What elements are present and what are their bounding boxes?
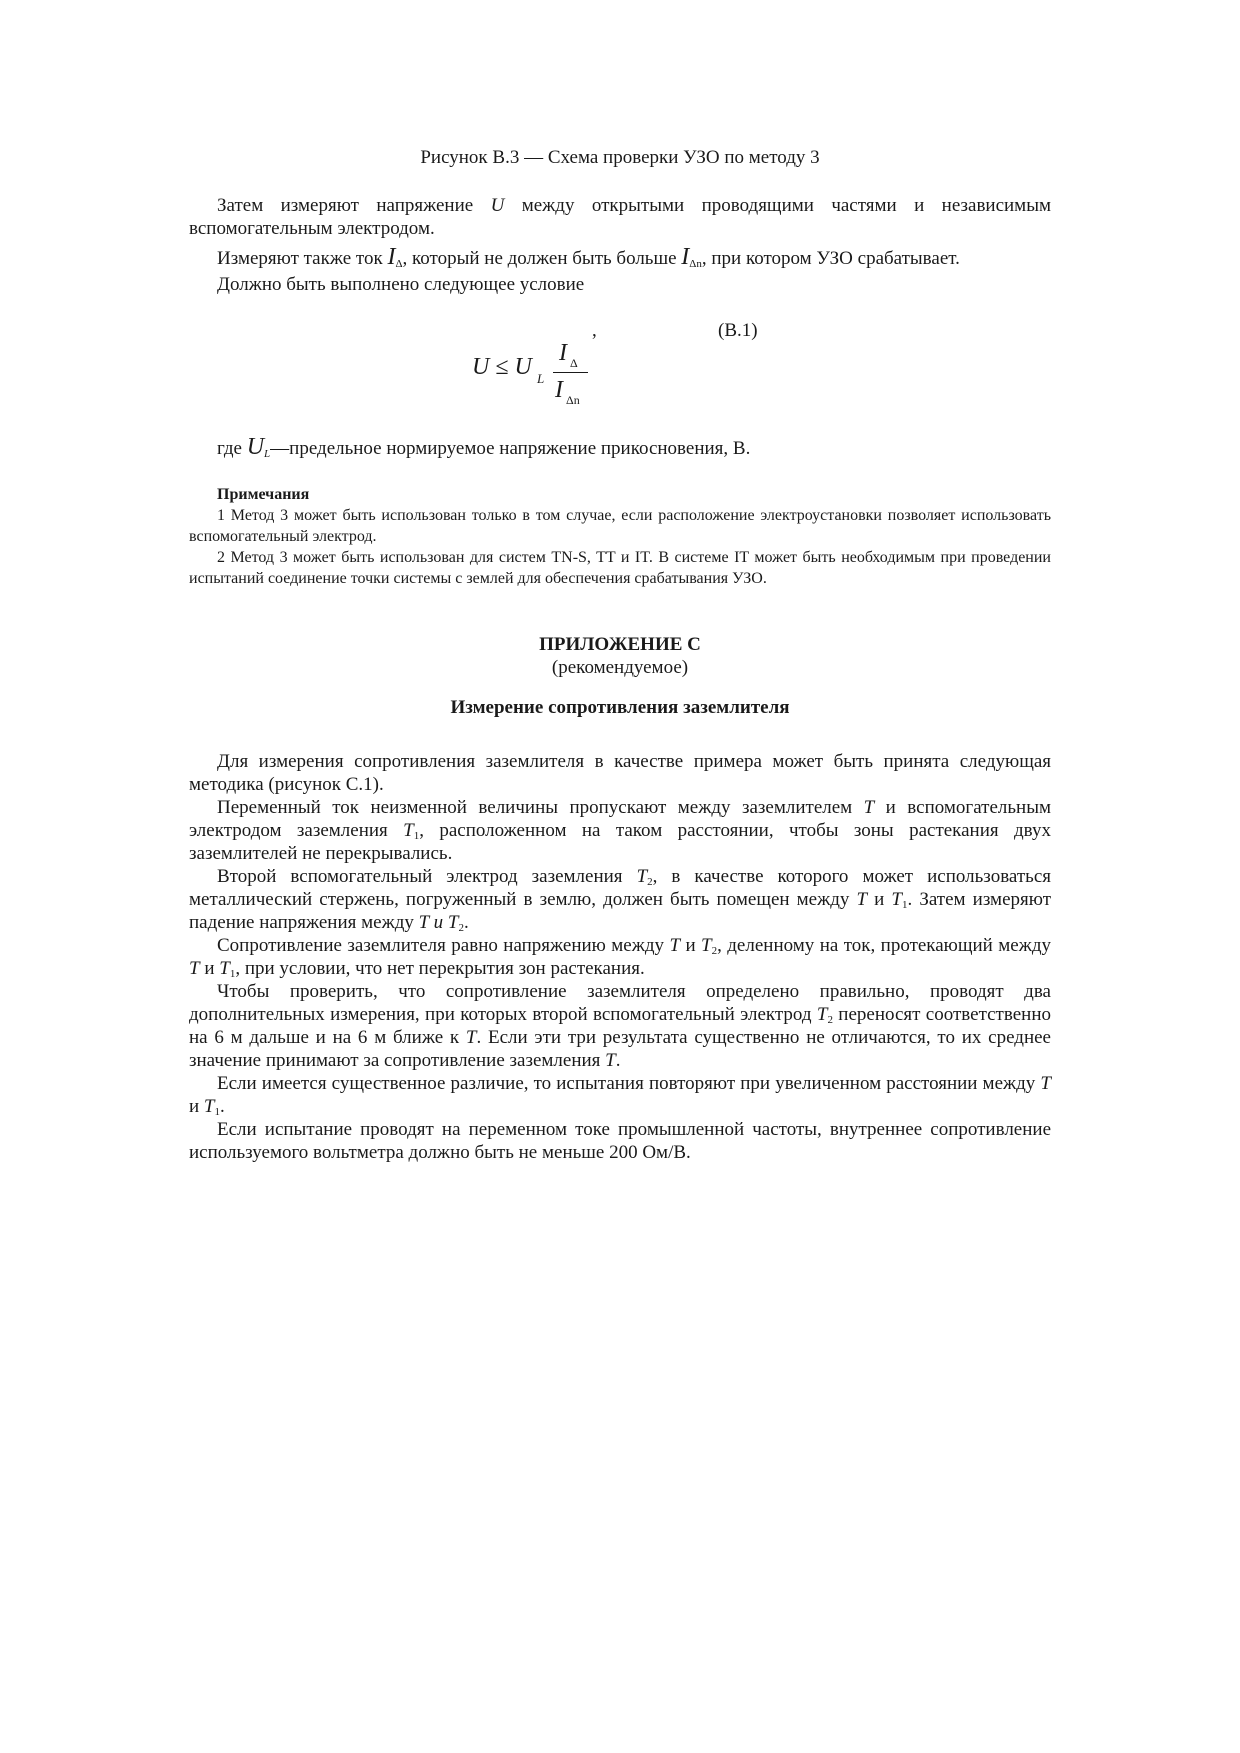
subscript: L [264, 448, 271, 460]
formula-number: (В.1) [718, 320, 758, 341]
paragraph-current [189, 246, 1051, 270]
appendix-para-3: Второй вспомогательный электрод заземления $T_2$, в качестве которого может использоваться металлический стержень, погруженный в землю, должен быть помещен между T и $T_1$. Затем измеряют падение напряжения между T и $T_2$. [189, 866, 1051, 934]
appendix-title: ПРИЛОЖЕНИЕ С [539, 634, 701, 655]
appendix-header [189, 633, 1051, 719]
formula-denominator-sub: Δn [566, 393, 580, 407]
appendix-body [189, 750, 1051, 1164]
text: Затем измеряют напряжение [217, 195, 491, 216]
text: , который не должен быть больше [402, 248, 682, 269]
formula-numerator-sub: Δ [570, 356, 578, 370]
note-2: 2 Метод 3 может быть использован для систем TN-S, TT и IT. В системе IT может быть необходимым при проведении испытаний соединение точки системы с землей для обеспечения срабатывания УЗО. [189, 549, 1051, 587]
formula-numerator: I [559, 340, 567, 366]
symbol-ul: U [246, 434, 265, 460]
symbol-i: I [681, 244, 690, 270]
appendix-para-2: Переменный ток неизменной величины пропускают между заземлителем T и вспомогательным электродом заземления $T_1$, расположенном на таком расстоянии, чтобы зоны растекания двух заземлителей не перекрывались. [189, 797, 1051, 864]
appendix-para-1: Для измерения сопротивления заземлителя в качестве примера может быть принята следующая методика (рисунок С.1). [189, 751, 1051, 795]
notes-title: Примечания [217, 486, 310, 503]
subscript: Δ [395, 258, 403, 270]
appendix-para-6: Если имеется существенное различие, то испытания повторяют при увеличенном расстоянии между T и $T_1$. [189, 1073, 1051, 1118]
subscript: Δn [689, 258, 702, 270]
text: Измеряют также ток [217, 248, 388, 269]
formula-lhs-sub: L [537, 371, 545, 386]
figure-caption: Рисунок В.3 — Схема проверки УЗО по методу 3 [420, 147, 820, 168]
symbol-i: I [387, 244, 396, 270]
text: где [217, 438, 247, 459]
text: —предельное нормируемое напряжение прикосновения, В. [270, 438, 751, 459]
fraction-line [553, 372, 588, 373]
formula-lhs: U ≤ U [472, 354, 532, 380]
note-1: 1 Метод 3 может быть использован только в том случае, если расположение электроустановки позволяет использовать вспомогательный электрод. [189, 507, 1051, 545]
appendix-heading: Измерение сопротивления заземлителя [450, 697, 790, 718]
formula-denominator: I [555, 377, 563, 403]
formula-comma: , [592, 320, 597, 341]
appendix-para-7: Если испытание проводят на переменном токе промышленной частоты, внутреннее сопротивление используемого вольтметра должно быть не меньше 200 Ом/В. [189, 1119, 1051, 1163]
appendix-para-5: Чтобы проверить, что сопротивление заземлителя определено правильно, проводят два дополнительных измерения, при которых второй вспомогательный электрод $T_2$ переносят соответственно на 6 м дальше и на 6 м ближе к T. Если эти три результата существенно не отличаются, то их среднее значение принимают за сопротивление заземления T. [189, 981, 1051, 1071]
appendix-subtitle: (рекомендуемое) [551, 657, 689, 678]
notes-block [189, 484, 1051, 589]
text: между открытыми проводящими частями и независимым вспомогательным электродом. [189, 195, 1051, 239]
symbol-u: U [490, 195, 505, 216]
paragraph-where [189, 436, 1051, 460]
paragraph-condition: Должно быть выполнено следующее условие [217, 274, 585, 295]
paragraph-voltage [189, 194, 1051, 240]
text: , при котором УЗО срабатывает. [701, 248, 960, 269]
appendix-para-4: Сопротивление заземлителя равно напряжению между T и $T_2$, деленному на ток, протекающий между T и $T_1$, при условии, что нет перекрытия зон растекания. [189, 935, 1051, 980]
